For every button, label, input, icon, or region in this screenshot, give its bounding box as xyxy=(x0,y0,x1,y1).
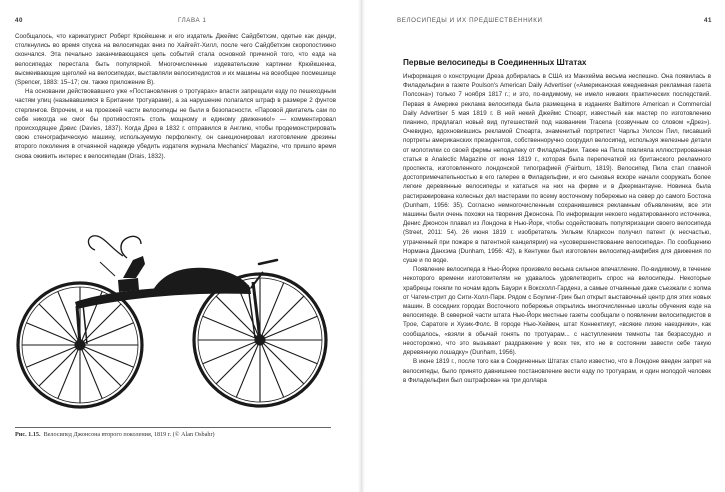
figure-caption-text: Велосипед Джонсона второго поколения, 1819 г. (© Alan Osbahr) xyxy=(43,431,215,438)
saddle-and-armrest xyxy=(88,236,145,292)
right-body-text xyxy=(403,72,711,385)
caption-rule xyxy=(15,427,331,428)
left-body-text xyxy=(15,32,336,161)
velocipede-frame xyxy=(75,260,277,345)
figure-label: Рис. 1.15. xyxy=(15,431,41,438)
right-paragraph-3: В июне 1819 г., после того как в Соединенных Штатах стало известно, что в Лондоне введен запрет на велосипеды, было принято давнишнее постановление вести езду по тротуарам, и один молодой человек в Филадельфии был оштрафован на три доллара xyxy=(403,358,711,384)
left-page xyxy=(0,0,360,492)
left-paragraph-1: Сообщалось, что карикатурист Роберт Крюйкшенк и его издатель Джеймс Сайдбетхэм, одетые как денди, столкнулись во время спуска на велосипедах вниз по Хайгейт-Хилл, после чего Сайдбетхэм скоропостижно скончался. Эта печально заканчивающаяся цепь событий стала основной причиной того, что езда на велосипедах перестала быть популярной. Многочисленные издевательские картинки Крюйкшенка, высмеивающие щеголей на велосипедах, выставляли велосипедистов и их машины на всеобщее посмешище (Spencer, 1883: 15–17; см. также приложение В). xyxy=(15,33,336,87)
right-running-head: ВЕЛОСИПЕДЫ И ИХ ПРЕДШЕСТВЕННИКИ xyxy=(397,17,543,24)
right-paragraph-2: Появление велосипеда в Нью-Йорке произвело весьма сильное впечатление. По-видимому, в течение некоторого времени изготовителям не удавалось удовлетворить спрос на велосипеды. Некоторые храбрецы гоняли по ночам вдоль Бауэри к Воксхолл-Гарденз, а самые отчаянные даже съезжали с холма от Чатем-стрит до Сити-Холл-Парк. Рядом с Боулинг-Грин был открыт выставочный центр для этих новых машин. В соседних городах Восточного побережья открылись многочисленные школы обучения езде на велосипеде. В северной части штата Нью-Йорк местные газеты сообщали о появлении велосипедистов в Трое, Саратоге и Хузик-Фолс. В городе Нью-Хейвен, штат Коннектикут, «всякие лихие наездники», как сообщалось, «взяли в обычай гонять по тротуарам... с наступлением темноты так безрассудно и неосторожно, что это вызывает раздражение у всех тех, кто не в состоянии завести себе такую деревянную лошадку» (Dunham, 1956). xyxy=(403,266,711,357)
left-running-head: ГЛАВА 1 xyxy=(178,17,207,24)
right-page-number: 41 xyxy=(704,17,713,24)
figure-johnson-velocipede xyxy=(15,152,331,422)
left-page-number: 40 xyxy=(15,17,24,24)
right-paragraph-1: Информация о конструкции Дреза добиралась в США из Манхейма весьма неспешно. Она появилась в Филадельфии в газете Poulson's American Daily Advertiser («Американская ежедневная рекламная газета Полсона») только 7 ноября 1817 г.; и это, по-видимому, не имело никаких практических последствий. Первая в Америке реклама велосипеда была размещена в изданиях Baltimore American и Commercial Daily Advertiser 5 мая 1819 г. В ней некий Джеймс Стюарт, известный как мастер по изготовлению пианино, предлагал новый вид путешествий под названием Tracena (созвучным со словом «Дрез»). Очевидно, вдохновившись рекламой Стюарта, знаменитый портретист Чарльз Уилсон Пил, писавший портреты американских президентов, собственноручно соорудил велосипед, используя железные детали от молотилки со своей фермы неподалеку от Филадельфии. Также на Пила повлияла иллюстрированная статья в Analectic Magazine от июня 1819 г., которая была перепечаткой из британского рекламного проспекта, изготовленного лондонской типографией (Fairburn, 1819). Велосипед Пила стал главной достопримечательностью в его галерее в Филадельфии, и его сыновья вскоре начали сооружать более легкие деревянные велосипеды и кататься на них на ферме и в Джермантауне. Новинка была растиражирована колесных дел мастерами по всему восточному побережью на север до самого Бостона (Dunham, 1956: 35). Согласно немногочисленным сохранившимся рекламным объявлениям, все эти машины были очень похожи на творения Джонсона. По информации некоего недатированного источника, Денис Джонсон плавал из Лондона в Нью-Йорк, чтобы содействовать популяризации своего велосипеда (Street, 2011: 54). 26 июня 1819 г. изобретатель Уильям Кларксон получил патент (к несчастью, утраченный при пожаре в патентной канцелярии) на «усовершенствование велосипеда». По сообщению Нормана Данхэма (Dunham, 1956: 42), в Кентукки был изготовлен велосипед-амфибия для движения по суше и по воде. xyxy=(403,73,711,265)
left-paragraph-2: На основании действовавшего уже «Постановления о тротуарах» власти запрещали езду по пешеходным частям улиц (называвшимся в Британии тротуарами), а за нарушение полагался штраф в размере 2 фунтов стерлингов. Впрочем, и на проезжей части велосипеды не были в безопасности. «Паровой двигатель сам по себе никогда не смог бы противостоять столь мощному и единому движению!» — комментировал происходящее Дэвис (Davies, 1837). Когда Дрез в 1832 г. отправился в Англию, чтобы продемонстрировать свою стенографическую машину, используемую перфоленту, он санкционировал изготовление дрезины второго поколения в отчаянной надежде убедить издателя журнала Mechanics' Magazine, что пришло время снова оживить интерес к велосипедам (Drais, 1832). xyxy=(15,88,336,160)
right-page xyxy=(363,0,725,492)
velocipede-illustration xyxy=(15,152,331,422)
figure-caption xyxy=(15,431,335,438)
section-title: Первые велосипеды в Соединенных Штатах xyxy=(403,58,587,67)
